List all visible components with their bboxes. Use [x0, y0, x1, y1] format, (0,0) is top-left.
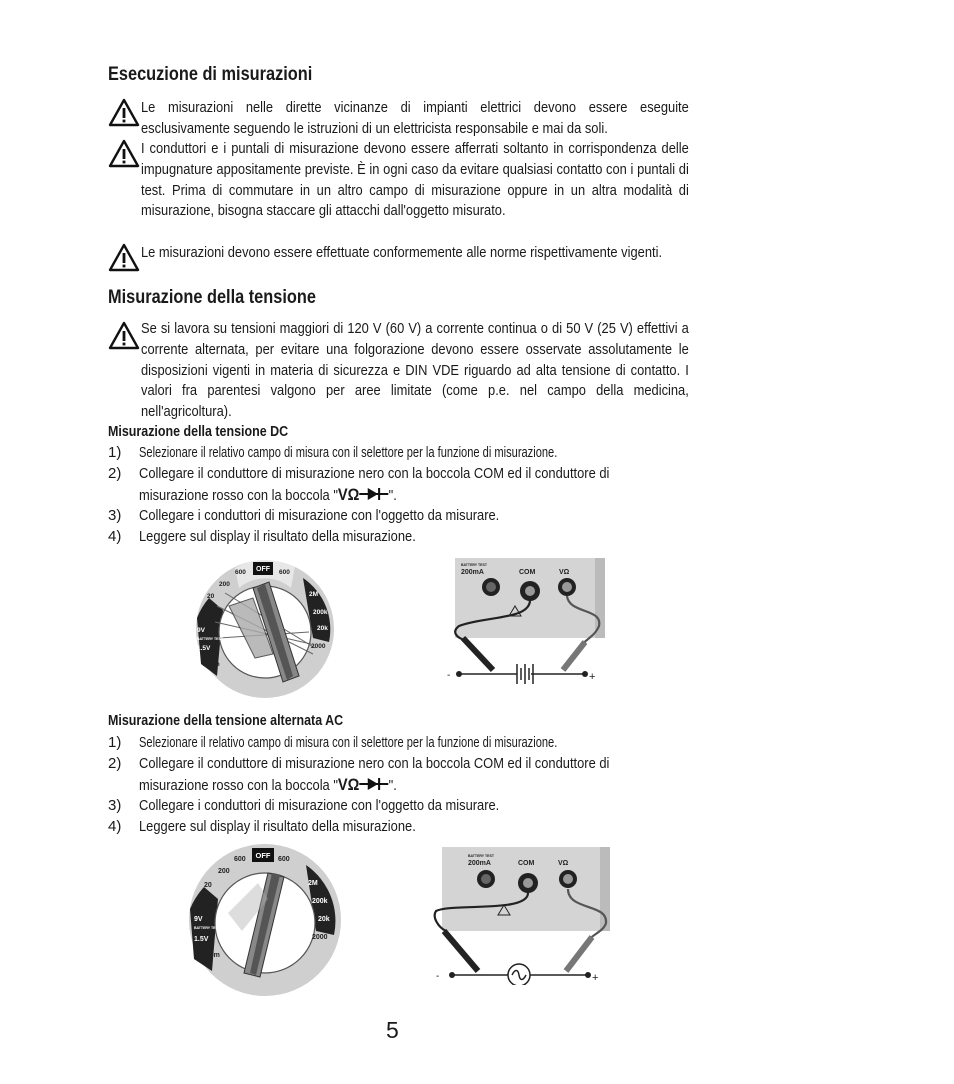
dial-off-label: OFF [255, 851, 271, 860]
diode-icon [359, 488, 388, 500]
list-item [108, 796, 688, 817]
volt-ohm-symbol: VΩ [337, 774, 360, 794]
dial-label: 2M [309, 591, 319, 598]
com-jack-label: COM [519, 569, 536, 576]
list-item [108, 817, 688, 838]
plus-label: + [592, 972, 599, 984]
warning-triangle-icon [108, 139, 140, 169]
ac-steps [108, 733, 688, 838]
list-item [108, 464, 688, 507]
ma-jack-label: 200mA [461, 569, 484, 576]
section-title-measurements: Esecuzione di misurazioni [108, 64, 313, 85]
step-text: Leggere sul display il risultato della misurazione. [139, 818, 416, 836]
v-jack-label: VΩ [559, 569, 570, 576]
warning-block-1 [108, 98, 688, 140]
warning-triangle-icon [108, 243, 140, 273]
page-number: 5 [386, 1017, 399, 1043]
dc-subtitle: Misurazione della tensione DC [108, 424, 289, 440]
plus-label: + [589, 671, 596, 683]
ac-rotary-dial-illustration [188, 843, 342, 997]
warning-text: Se si lavora su tensioni maggiori di 120 V (60 V) a corrente continua o di 50 V (25 V) effettivi a corrente alternata, per evitare una folgorazione devono essere osservate assolutamente le disposizioni vigenti in materia di sicurezza e DIN VDE riguardo ad alta tensione di contatto. I valori fra parentesi valgono per aree limitate (come p.e. nel campo della medicina, nell'agricoltura). [141, 320, 689, 421]
dial-label: 9V [197, 627, 205, 634]
dc-steps [108, 443, 688, 548]
step-number: 4) [108, 818, 122, 836]
list-item [108, 506, 688, 527]
step-number: 2) [108, 754, 122, 772]
dial-label: 600 [278, 856, 290, 863]
step-text: Selezionare il relativo campo di misura con il selettore per la funzione di misurazione. [139, 444, 558, 461]
dial-label: 600 [234, 856, 246, 863]
dial-label: BATTERY TEST [194, 926, 220, 930]
step-number: 4) [108, 528, 122, 546]
dial-label: 2 [198, 898, 202, 905]
dial-label: 600 [279, 569, 290, 576]
warning-triangle-icon [108, 321, 140, 351]
battery-test-label: BATTERY TEST [468, 854, 494, 858]
dial-label: 20 [207, 593, 215, 600]
v-jack-label: VΩ [558, 860, 569, 867]
dial-label: 200 [218, 868, 230, 875]
dial-label: 200k [313, 609, 328, 616]
step-number: 1) [108, 444, 122, 461]
section-title-voltage: Misurazione della tensione [108, 287, 316, 308]
volt-ohm-symbol: VΩ [337, 484, 360, 504]
com-jack-label: COM [518, 860, 535, 867]
minus-label: - [436, 971, 440, 982]
dial-label: 2 [201, 609, 205, 616]
warning-text: I conduttori e i puntali di misurazione devono essere afferrati soltanto in corrispondenza delle impugnature appositamente previste. È in ogni caso da evitare qualsiasi contatto con i puntali di test. Prima di commutare in un altro campo di misurazione oppure in un altra modalità di misurazione, bisogna staccare gli attacchi dall'oggetto misurato. [141, 140, 689, 220]
step-text: Collegare i conduttori di misurazione con l'oggetto da misurare. [139, 507, 500, 525]
step-number: 3) [108, 797, 122, 815]
ac-connection-illustration [432, 847, 614, 985]
list-item [108, 443, 688, 464]
dial-label: 2M [308, 880, 318, 887]
step-text: Leggere sul display il risultato della misurazione. [139, 528, 416, 546]
dc-rotary-dial-illustration [195, 558, 335, 700]
dc-connection-illustration [445, 558, 615, 684]
dial-label: 9V [194, 916, 203, 923]
dial-off-label: OFF [256, 566, 270, 573]
step-text: Selezionare il relativo campo di misura con il selettore per la funzione di misurazione. [139, 734, 558, 751]
battery-test-label: BATTERY TEST [461, 563, 487, 567]
warning-text: Le misurazioni devono essere effettuate conformemente alle norme rispettivamente vigenti. [141, 244, 663, 261]
warning-triangle-icon [108, 98, 140, 128]
list-item [108, 754, 688, 797]
warning-block-3 [108, 243, 688, 285]
dial-label: 200k [312, 898, 328, 905]
step-number: 3) [108, 507, 122, 525]
dial-label: 2000 [311, 643, 326, 650]
dial-label: 1.5V [194, 936, 209, 943]
dial-label: 200m [203, 661, 220, 668]
dial-label: 20k [318, 916, 330, 923]
dial-label: BATTERY TEST [197, 637, 223, 641]
list-item [108, 527, 688, 548]
step-text: Collegare il conduttore di misurazione nero con la boccola COM ed il conduttore di misurazione rosso con la boccola "VΩ ". [139, 464, 610, 504]
step-number: 1) [108, 734, 122, 751]
minus-label: - [447, 670, 451, 681]
step-text: Collegare i conduttori di misurazione con l'oggetto da misurare. [139, 797, 500, 815]
dial-label: 600 [235, 569, 246, 576]
dial-label: 1.5V [197, 645, 211, 652]
warning-block-2 [108, 139, 688, 243]
dial-label: 20k [317, 625, 328, 632]
warning-block-4 [108, 319, 688, 423]
step-text: Collegare il conduttore di misurazione nero con la boccola COM ed il conduttore di misurazione rosso con la boccola "VΩ ". [139, 754, 610, 794]
dial-label: 20 [204, 882, 212, 889]
warning-text: Le misurazioni nelle dirette vicinanze di impianti elettrici devono essere eseguite esclusivamente seguendo le istruzioni di un elettricista responsabile e mai da soli. [141, 99, 689, 137]
ma-jack-label: 200mA [468, 860, 491, 867]
dial-label: 2000 [312, 934, 328, 941]
dial-label: 200m [202, 952, 220, 959]
diode-icon [359, 778, 388, 790]
list-item [108, 733, 688, 754]
dial-label: 200 [219, 581, 230, 588]
ac-subtitle: Misurazione della tensione alternata AC [108, 713, 344, 729]
step-number: 2) [108, 464, 122, 482]
